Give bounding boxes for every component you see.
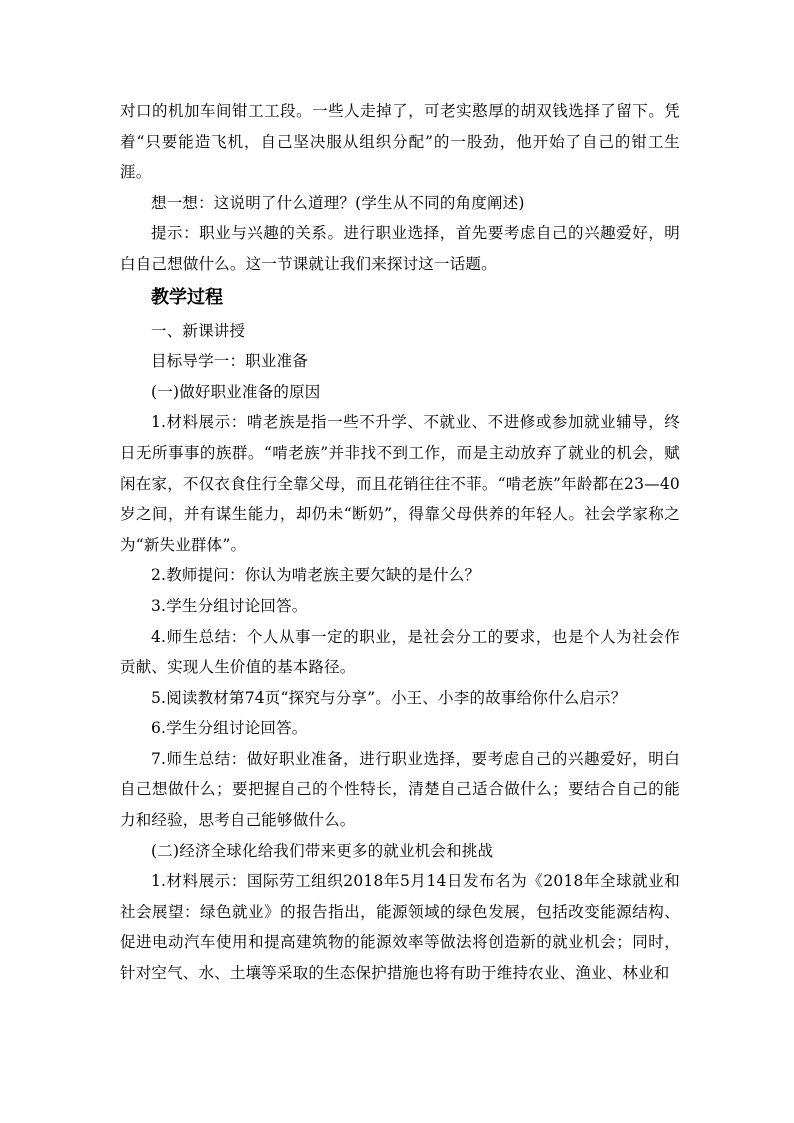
list-item: 1.材料展示：国际劳工组织2018年5月14日发布名为《2018年全球就业和社会展望：绿色就业》的报告指出，能源领域的绿色发展，包括改变能源结构、促进电动汽车使用和提高建筑物的能源效率等做法将创造新的就业机会；同时，针对空气、水、土壤等采取的生态保护措施也将有助于维持农业、渔业、林业和 — [120, 872, 680, 983]
continuation-paragraph: 对口的机加车间钳工工段。一些人走掉了，可老实憨厚的胡双钱选择了留下。凭着“只要能造飞机，自己坚决服从组织分配”的一股劲，他开始了自己的钳工生涯。 — [120, 102, 680, 182]
list-item: 1.材料展示：啃老族是指一些不升学、不就业、不进修或参加就业辅导，终日无所事事的族群。“啃老族”并非找不到工作，而是主动放弃了就业的机会，赋闲在家，不仅衣食住行全靠父母，而且花销往往不菲。“啃老族”年龄都在23—40岁之间，并有谋生能力，却仍未“断奶”，得靠父母供养的年轻人。社会学家称之为“新失业群体”。 — [120, 413, 680, 554]
think-question: 想一想：这说明了什么道理？(学生从不同的角度阐述) — [151, 193, 525, 212]
hint-paragraph: 提示：职业与兴趣的关系。进行职业选择，首先要考虑自己的兴趣爱好，明白自己想做什么。这一节课就让我们来探讨这一话题。 — [120, 224, 680, 273]
subsection-heading: (二)经济全球化给我们带来更多的就业机会和挑战 — [151, 841, 494, 860]
list-item: 3.学生分组讨论回答。 — [151, 596, 308, 615]
lesson-part-heading: 一、新课讲授 — [151, 321, 246, 340]
goal-heading: 目标导学一：职业准备 — [151, 352, 309, 371]
list-item: 2.教师提问：你认为啃老族主要欠缺的是什么？ — [151, 566, 481, 585]
subsection-heading: (一)做好职业准备的原因 — [151, 382, 321, 401]
section-heading: 教学过程 — [151, 286, 223, 308]
list-item: 7.师生总结：做好职业准备，进行职业选择，要考虑自己的兴趣爱好，明白自己想做什么；要把握自己的个性特长，清楚自己适合做什么；要结合自己的能力和经验，思考自己能够做什么。 — [120, 749, 680, 830]
list-item: 5.阅读教材第74页“探究与分享”。小王、小李的故事给你什么启示？ — [151, 688, 627, 707]
list-item: 6.学生分组讨论回答。 — [151, 719, 308, 738]
list-item: 4.师生总结：个人从事一定的职业，是社会分工的要求，也是个人为社会作贡献、实现人生价值的基本路径。 — [120, 627, 680, 677]
document-content — [120, 96, 680, 989]
